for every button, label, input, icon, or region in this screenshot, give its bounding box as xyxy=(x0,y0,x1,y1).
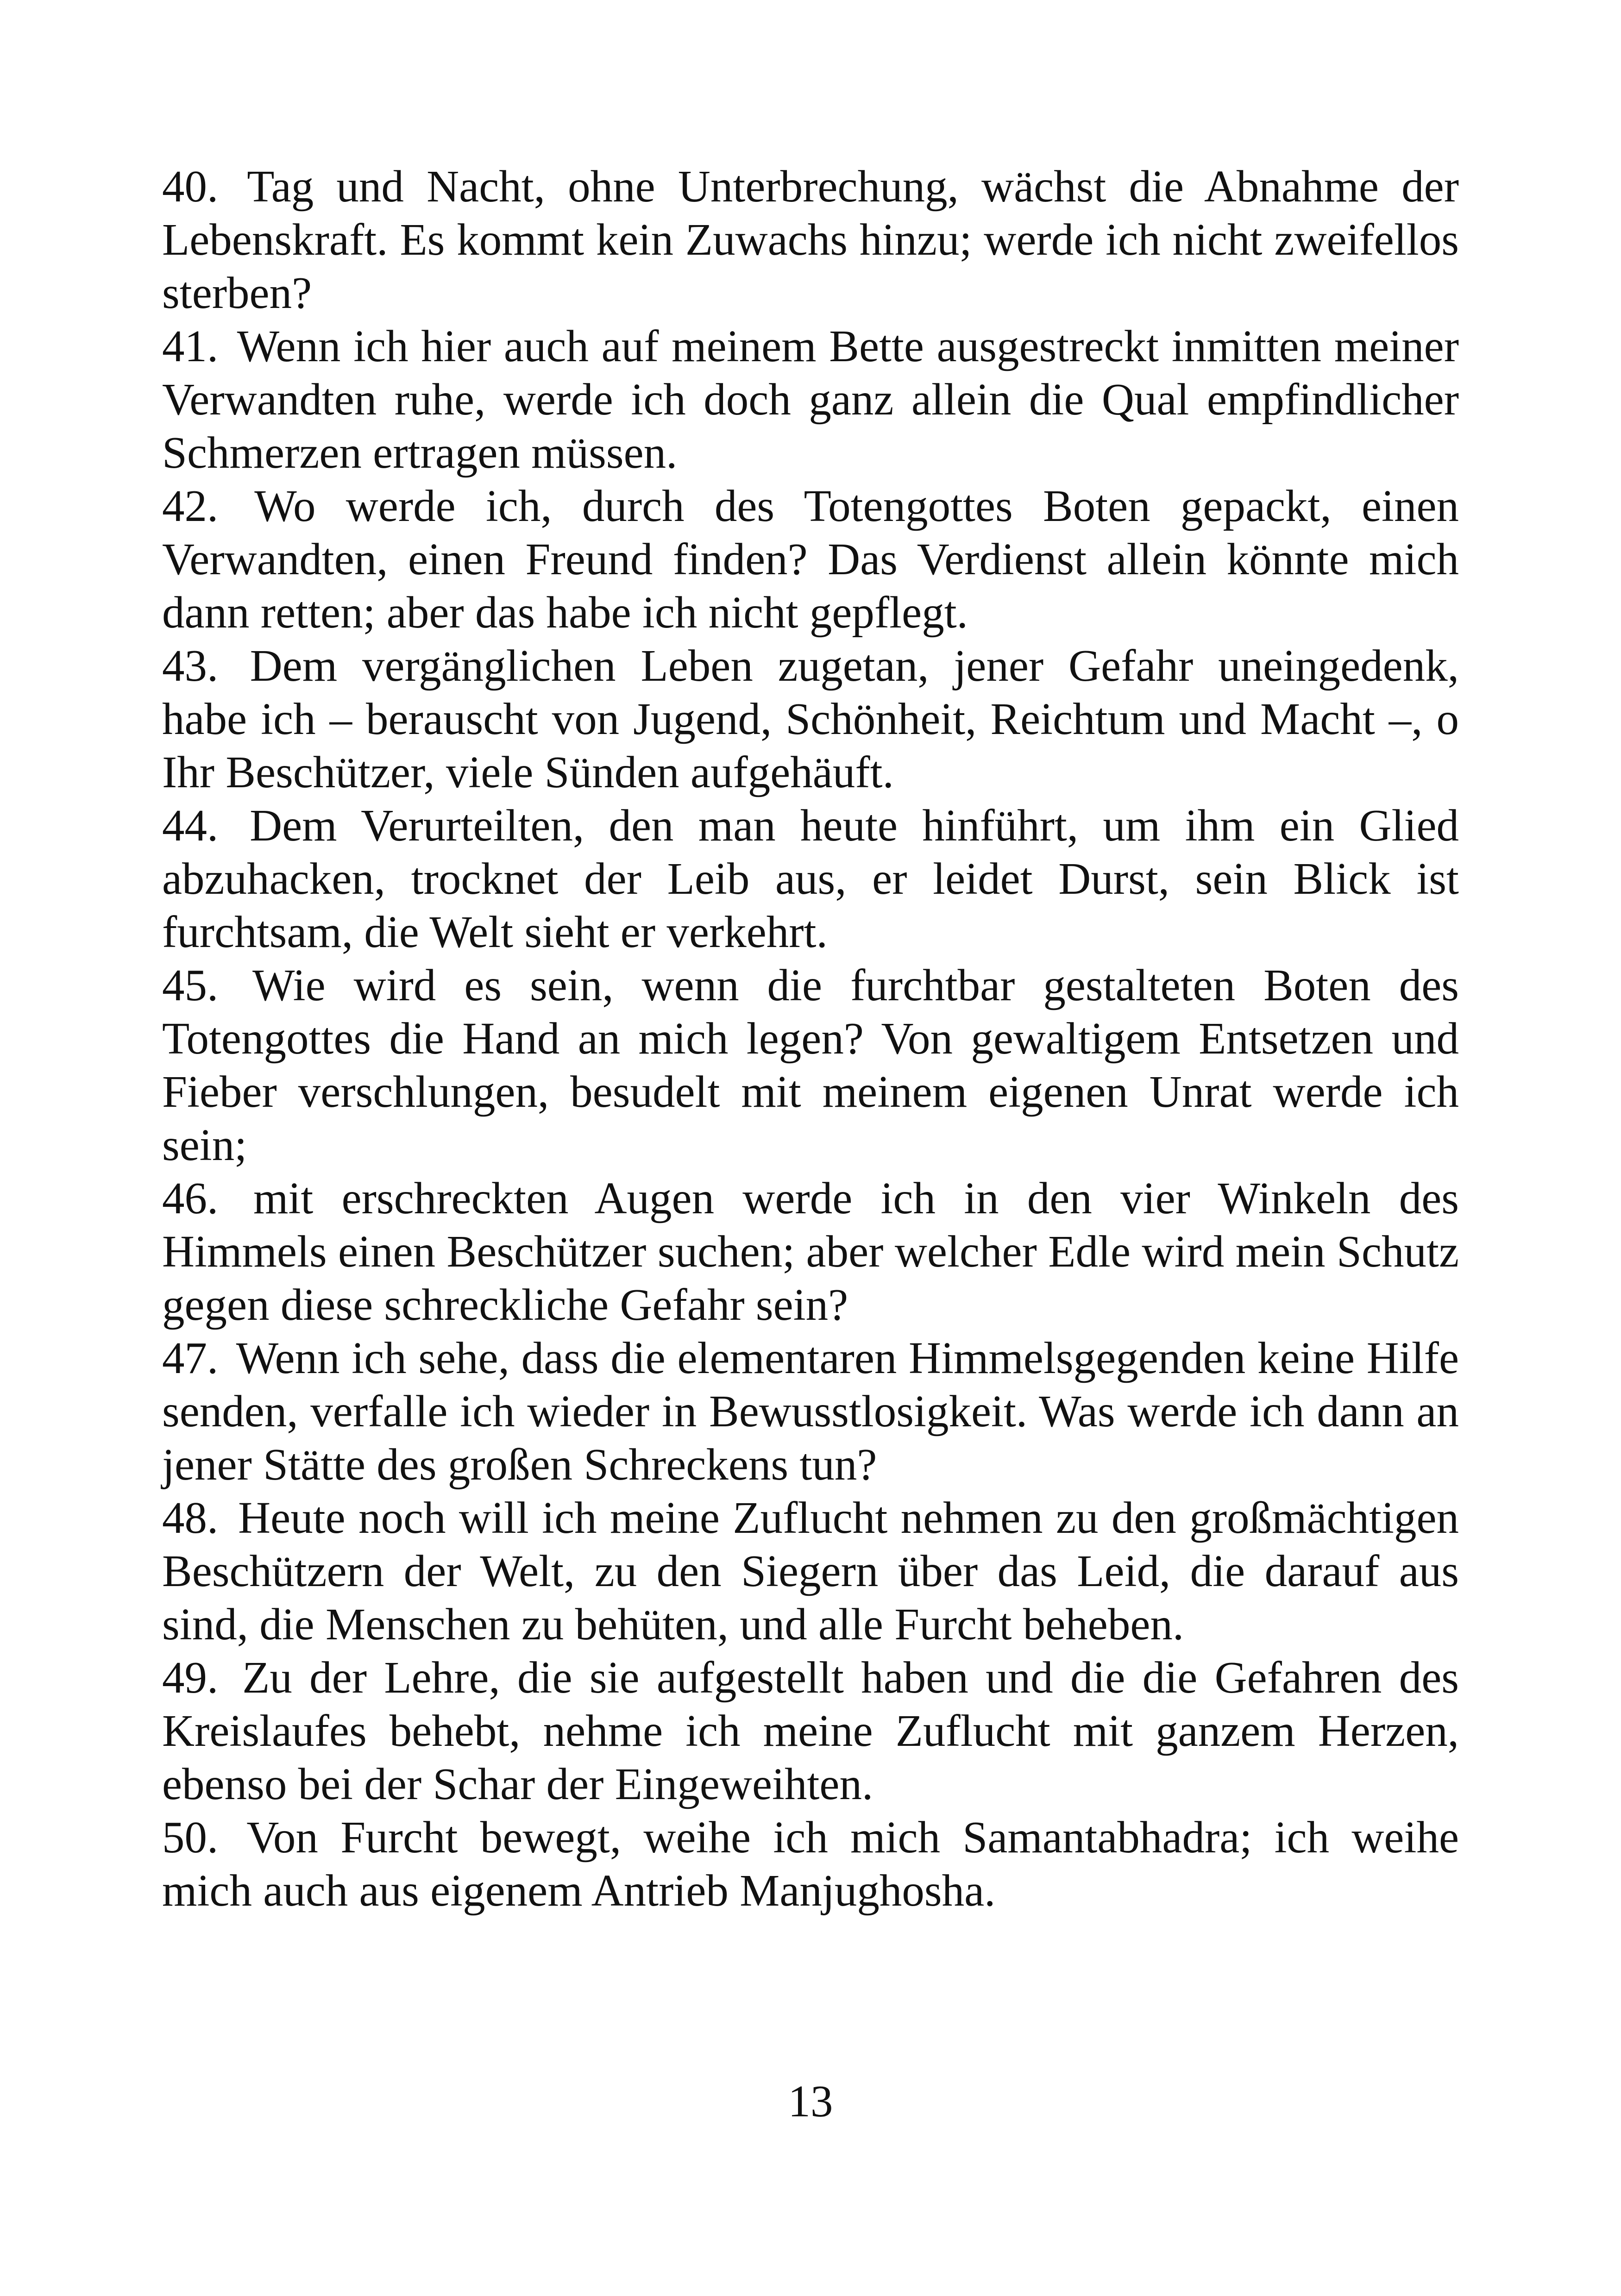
verse-43 xyxy=(162,639,1459,799)
verse-text: Zu der Lehre, die sie aufgestellt haben und die die Gefahren des Kreislaufes behebt, nehme ich meine Zuflucht mit ganzem Herzen, ebenso bei der Schar der Eingeweihten. xyxy=(162,1653,1459,1809)
verse-text: Dem Verurteilten, den man heute hinführt, um ihm ein Glied abzuhacken, trocknet der Leib aus, er leidet Durst, sein Blick ist furchtsam, die Welt sieht er verkehrt. xyxy=(162,801,1459,957)
verse-number: 47. xyxy=(162,1333,219,1383)
verse-number: 50. xyxy=(162,1813,219,1862)
verse-text: Wie wird es sein, wenn die furchtbar gestalteten Boten des Totengottes die Hand an mich legen? Von gewaltigem Entsetzen und Fieber verschlungen, besudelt mit meinem eigenen Unrat werde ich sein; xyxy=(162,960,1459,1170)
verse-41 xyxy=(162,320,1459,479)
verse-40 xyxy=(162,160,1459,320)
verse-number: 45. xyxy=(162,960,219,1010)
verse-number: 40. xyxy=(162,162,219,211)
verse-text: Wo werde ich, durch des Totengottes Boten gepackt, einen Verwandten, einen Freund finden? Das Verdienst allein könnte mich dann retten; aber das habe ich nicht gepflegt. xyxy=(162,481,1459,637)
verse-text: Tag und Nacht, ohne Unterbrechung, wächst die Abnahme der Lebenskraft. Es kommt kein Zuwachs hinzu; werde ich nicht zweifellos sterben? xyxy=(162,162,1459,318)
verse-text: mit erschreckten Augen werde ich in den vier Winkeln des Himmels einen Beschützer suchen; aber welcher Edle wird mein Schutz gegen diese schreckliche Gefahr sein? xyxy=(162,1173,1459,1330)
verse-text: Wenn ich sehe, dass die elementaren Himmelsgegenden keine Hilfe senden, verfalle ich wieder in Bewusstlosigkeit. Was werde ich dann an jener Stätte des großen Schreckens tun? xyxy=(162,1333,1459,1489)
verse-49 xyxy=(162,1651,1459,1811)
verse-42 xyxy=(162,479,1459,639)
page-number: 13 xyxy=(788,2076,833,2126)
verse-number: 41. xyxy=(162,321,219,371)
verse-number: 49. xyxy=(162,1653,219,1702)
verse-number: 42. xyxy=(162,481,219,531)
verse-text: Dem vergänglichen Leben zugetan, jener Gefahr uneingedenk, habe ich – berauscht von Jugend, Schönheit, Reichtum und Macht –, o Ihr Beschützer, viele Sünden aufgehäuft. xyxy=(162,641,1459,797)
verse-46 xyxy=(162,1172,1459,1331)
verse-number: 43. xyxy=(162,641,219,690)
verse-48 xyxy=(162,1491,1459,1651)
verse-44 xyxy=(162,799,1459,959)
verse-number: 44. xyxy=(162,801,219,850)
verse-45 xyxy=(162,959,1459,1172)
verse-text: Heute noch will ich meine Zuflucht nehmen zu den großmächtigen Beschützern der Welt, zu den Siegern über das Leid, die darauf aus sind, die Menschen zu behüten, und alle Furcht beheben. xyxy=(162,1493,1459,1649)
verse-number: 48. xyxy=(162,1493,219,1543)
verse-50 xyxy=(162,1811,1459,1917)
verse-text: Wenn ich hier auch auf meinem Bette ausgestreckt inmitten meiner Verwandten ruhe, werde ich doch ganz allein die Qual empfindlicher Schmerzen ertragen müssen. xyxy=(162,321,1459,477)
verse-number: 46. xyxy=(162,1173,219,1223)
verse-text: Von Furcht bewegt, weihe ich mich Samantabhadra; ich weihe mich auch aus eigenem Antrieb Manjughosha. xyxy=(162,1813,1459,1915)
verse-text-block xyxy=(162,160,1459,1917)
verse-47 xyxy=(162,1331,1459,1491)
